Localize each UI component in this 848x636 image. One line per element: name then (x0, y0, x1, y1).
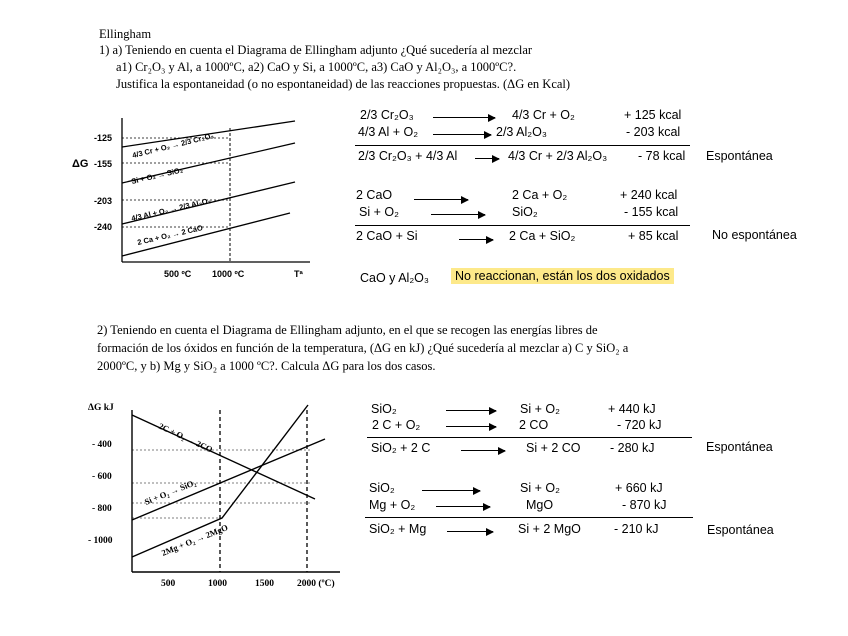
chart2-ytick: - 400 (92, 440, 112, 450)
arrow-icon (447, 531, 493, 532)
chart2-xtick: 1000 (208, 579, 227, 589)
r5-eq1-right: Si + O₂ (520, 481, 560, 495)
chart2-label-sio2: Si + O₂ → SiO₂ (143, 477, 198, 507)
r3-label: CaO y Al₂O₃ (360, 271, 429, 285)
r1-sum-left: 2/3 Cr₂O₃ + 4/3 Al (358, 149, 458, 163)
r5-verdict: Espontánea (707, 523, 774, 537)
r1-eq1-right: 4/3 Cr + O₂ (512, 108, 575, 122)
r1-eq2-right: 2/3 Al₂O₃ (496, 125, 547, 139)
r2-sum-val: + 85 kcal (628, 229, 679, 243)
r4-eq2-right: 2 CO (519, 418, 549, 432)
r4-sum-left: SiO₂ + 2 C (371, 441, 431, 455)
r2-eq1-left: 2 CaO (356, 188, 393, 202)
q2-line3: 2000ºC, y b) Mg y SiO₂ a 1000 ºC?. Calcula ΔG para los dos casos. (97, 359, 436, 373)
chart1-label-cr: 4/3 Cr + O₂ → 2/3 Cr₂O₃ (131, 130, 215, 160)
chart1-label-si: Si + O₂ → SiO₂ (130, 165, 184, 186)
arrow-icon (446, 410, 496, 411)
r5-sum-left: SiO₂ + Mg (369, 522, 427, 536)
r4-eq1-right: Si + O₂ (520, 402, 560, 416)
r5-eq2-left: Mg + O₂ (369, 498, 416, 512)
r5-sum-val: - 210 kJ (614, 522, 659, 536)
r2-eq2-left: Si + O₂ (359, 205, 399, 219)
chart1-xtick: 1000 ºC (212, 269, 245, 279)
r1-sum-right: 4/3 Cr + 2/3 Al₂O₃ (508, 149, 608, 163)
q1-title: Ellingham (99, 27, 152, 41)
sum-line (367, 437, 692, 438)
q1-line1: 1) a) Teniendo en cuenta el Diagrama de Ellingham adjunto ¿Qué sucedería al mezclar (99, 43, 533, 57)
arrow-icon (436, 506, 490, 507)
r4-eq1-left: SiO₂ (371, 402, 397, 416)
arrow-icon (461, 450, 505, 451)
r1-verdict: Espontánea (706, 149, 773, 163)
chart2-ytick: - 800 (92, 504, 112, 514)
chart2-xtick: 2000 (ºC) (297, 579, 335, 589)
chart1-ytick: -155 (94, 159, 113, 169)
r2-eq2-right: SiO₂ (512, 205, 538, 219)
chart1-ylabel: ΔG (72, 158, 89, 170)
chart2-line-sio2 (132, 439, 325, 520)
chart1-ytick: -240 (94, 222, 113, 232)
q2-line2: formación de los óxidos en función de la temperatura, (ΔG en kJ) ¿Qué sucedería al mezclar a) C y SiO₂ a (97, 341, 629, 355)
r1-eq2-val: - 203 kcal (626, 125, 681, 139)
r2-sum-left: 2 CaO + Si (356, 229, 418, 243)
chart2-label-mgo: 2Mg + O₂ → 2MgO (160, 522, 230, 558)
sum-line (365, 517, 693, 518)
chart2-ytick: - 1000 (88, 536, 113, 546)
chart1-ytick: -125 (94, 133, 113, 143)
chart1-label-ca: 2 Ca + O₂ → 2 CaO (136, 223, 204, 247)
r5-eq2-val: - 870 kJ (622, 498, 667, 512)
chart2-ylabel: ΔG kJ (88, 403, 114, 413)
chart2-label-co: 2C + O₂ → 2CO (157, 420, 215, 455)
r5-sum-right: Si + 2 MgO (518, 522, 581, 536)
chart1-xtick: 500 ºC (164, 269, 192, 279)
r4-sum-val: - 280 kJ (610, 441, 655, 455)
r4-eq2-val: - 720 kJ (617, 418, 662, 432)
chart2-xtick: 1500 (255, 579, 274, 589)
q1-line2: a1) Cr₂O₃ y Al, a 1000ºC, a2) CaO y Si, a 1000ºC, a3) CaO y Al₂O₃, a 1000ºC?. (116, 60, 517, 74)
r4-eq2-left: 2 C + O₂ (372, 418, 421, 432)
chart1-xtick: Tª (294, 269, 303, 279)
r3-note: No reaccionan, están los dos oxidados (451, 268, 674, 284)
arrow-icon (422, 490, 480, 491)
q2-line1: 2) Teniendo en cuenta el Diagrama de Ellingham adjunto, en el que se recogen las energías libres de (97, 323, 598, 337)
chart2-ytick: - 600 (92, 472, 112, 482)
chart1-label-al: 4/3 Al + O₂ → 2/3 Al₂O₃ (130, 195, 212, 223)
q1-line3: Justifica la espontaneidad (o no espontaneidad) de las reacciones propuestas. (ΔG en Kcal) (116, 77, 571, 91)
arrow-icon (446, 426, 496, 427)
r2-sum-right: 2 Ca + SiO₂ (509, 229, 576, 243)
r4-verdict: Espontánea (706, 440, 773, 454)
r4-sum-right: Si + 2 CO (526, 441, 581, 455)
chart2-xtick: 500 (161, 579, 176, 589)
r1-eq2-left: 4/3 Al + O₂ (358, 125, 419, 139)
r5-eq1-left: SiO₂ (369, 481, 395, 495)
r1-eq1-val: + 125 kcal (624, 108, 682, 122)
r4-eq1-val: + 440 kJ (608, 402, 656, 416)
r2-eq1-right: 2 Ca + O₂ (512, 188, 568, 202)
r1-eq1-left: 2/3 Cr₂O₃ (360, 108, 414, 122)
chart1-ytick: -203 (94, 196, 113, 206)
r5-eq2-right: MgO (526, 498, 554, 512)
r1-sum-val: - 78 kcal (638, 149, 686, 163)
r2-eq1-val: + 240 kcal (620, 188, 678, 202)
r2-verdict: No espontánea (712, 228, 797, 242)
r5-eq1-val: + 660 kJ (615, 481, 663, 495)
r2-eq2-val: - 155 kcal (624, 205, 679, 219)
